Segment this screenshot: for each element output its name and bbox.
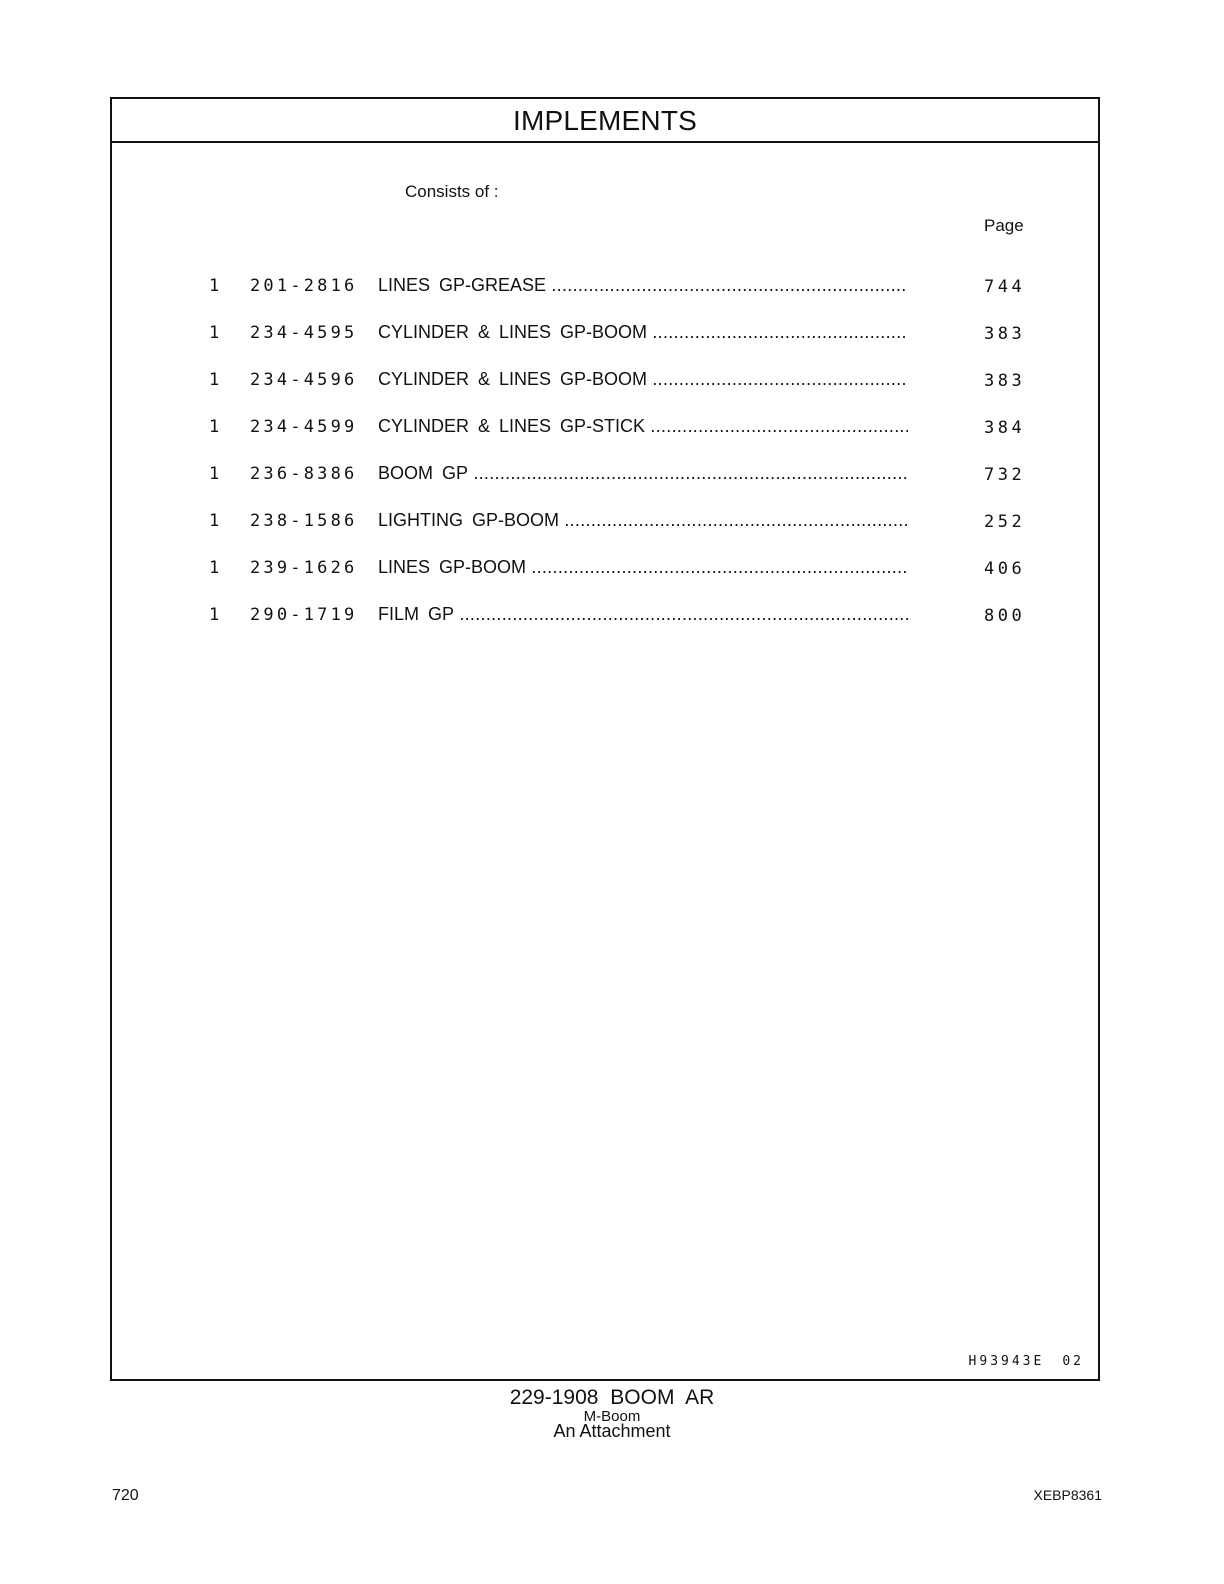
parts-row xyxy=(112,509,1098,535)
parts-row xyxy=(112,462,1098,488)
page-reference: 744 xyxy=(984,277,1026,297)
quantity: 1 xyxy=(209,276,220,296)
part-description: LIGHTING GP-BOOM ..... xyxy=(378,510,908,531)
parts-row xyxy=(112,368,1098,394)
page-column-header: Page xyxy=(984,216,1024,235)
implements-frame xyxy=(110,97,1100,1381)
page-reference: 406 xyxy=(984,559,1026,579)
page-reference: 252 xyxy=(984,512,1026,532)
part-description: LINES GP-BOOM ..... xyxy=(378,557,908,578)
illustration-id: H93943E xyxy=(968,1354,1045,1369)
illustration-revision: 02 xyxy=(1062,1354,1084,1369)
section-title: IMPLEMENTS xyxy=(112,99,1098,143)
part-description: FILM GP ..... xyxy=(378,604,908,625)
illustration-code xyxy=(969,1354,1084,1369)
parts-row xyxy=(112,274,1098,300)
quantity: 1 xyxy=(209,605,220,625)
part-number: 239-1626 xyxy=(250,558,358,578)
page-reference: 384 xyxy=(984,418,1026,438)
page-number: 720 xyxy=(112,1487,139,1504)
part-description: BOOM GP ..... xyxy=(378,463,908,484)
parts-row xyxy=(112,556,1098,582)
part-description: CYLINDER & LINES GP-BOOM ..... xyxy=(378,369,908,390)
parts-row xyxy=(112,603,1098,629)
part-description: LINES GP-GREASE ..... xyxy=(378,275,908,296)
part-number: 236-8386 xyxy=(250,464,358,484)
part-description: CYLINDER & LINES GP-STICK ..... xyxy=(378,416,908,437)
quantity: 1 xyxy=(209,464,220,484)
consists-of-label: Consists of : xyxy=(405,182,499,201)
part-number: 234-4596 xyxy=(250,370,358,390)
quantity: 1 xyxy=(209,323,220,343)
parts-row xyxy=(112,321,1098,347)
quantity: 1 xyxy=(209,417,220,437)
quantity: 1 xyxy=(209,511,220,531)
assembly-type: An Attachment xyxy=(553,1421,671,1441)
page-reference: 383 xyxy=(984,371,1026,391)
part-number: 238-1586 xyxy=(250,511,358,531)
quantity: 1 xyxy=(209,370,220,390)
part-number: 234-4599 xyxy=(250,417,358,437)
part-description: CYLINDER & LINES GP-BOOM ..... xyxy=(378,322,908,343)
page-reference: 800 xyxy=(984,606,1026,626)
quantity: 1 xyxy=(209,558,220,578)
parts-row xyxy=(112,415,1098,441)
part-number: 290-1719 xyxy=(250,605,358,625)
page-reference: 732 xyxy=(984,465,1026,485)
part-number: 201-2816 xyxy=(250,276,358,296)
document-id: XEBP8361 xyxy=(1033,1487,1102,1503)
page-reference: 383 xyxy=(984,324,1026,344)
assembly-subtitle: M-Boom xyxy=(583,1408,641,1425)
assembly-title: 229-1908 BOOM AR xyxy=(509,1386,715,1409)
part-number: 234-4595 xyxy=(250,323,358,343)
